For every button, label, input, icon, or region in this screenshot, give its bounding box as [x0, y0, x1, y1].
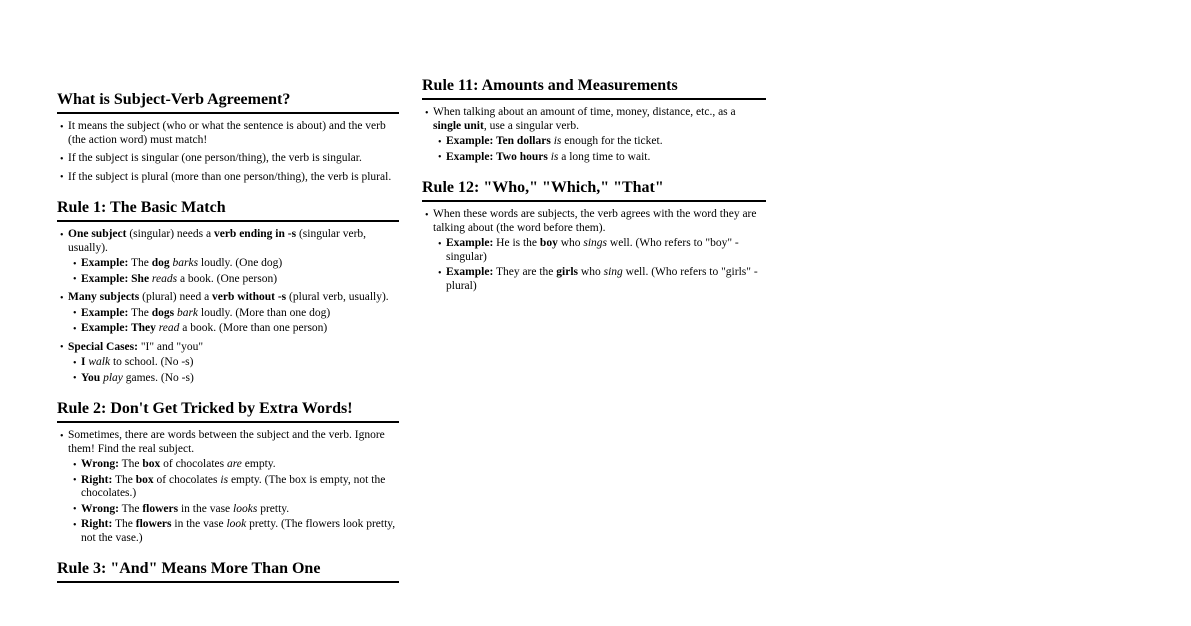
list-item	[68, 429, 399, 456]
list-item	[81, 257, 399, 271]
text-segment: enough for the ticket.	[561, 135, 663, 147]
text-segment: The	[112, 473, 136, 486]
text-segment: dogs	[151, 306, 175, 319]
text-segment: of chocolates	[160, 458, 227, 470]
text-segment: Wrong:	[81, 458, 119, 470]
column-left	[57, 90, 399, 589]
text-segment: flowers	[135, 518, 172, 530]
text-segment: When talking about an amount of time, money, distance, etc., as a	[433, 106, 736, 118]
list-item	[446, 266, 766, 293]
text-segment: well. (Who refers to "girls" - plural)	[446, 266, 758, 292]
section-heading: Rule 12: "Who," "Which," "That"	[422, 178, 766, 202]
text-segment: of chocolates	[153, 473, 221, 486]
text-segment: boy	[539, 237, 558, 249]
text-segment: The	[112, 518, 136, 530]
list-item	[68, 152, 399, 166]
text-segment: Example: Ten dollars	[446, 135, 551, 147]
text-segment: (plural verb, usually).	[286, 291, 389, 303]
text-segment: box	[135, 473, 154, 486]
list-item	[68, 120, 399, 147]
list-item	[81, 458, 399, 472]
text-segment: "I" and "you"	[137, 340, 204, 353]
text-segment: (singular verb, usually).	[68, 228, 367, 254]
section-heading: What is Subject-Verb Agreement?	[57, 90, 399, 114]
text-segment: loudly. (One dog)	[198, 257, 283, 269]
list-item	[446, 237, 766, 264]
text-segment: to school. (No -s)	[110, 356, 194, 368]
text-segment: bark	[176, 306, 199, 319]
text-segment: The	[118, 502, 143, 515]
text-segment: verb without -s	[212, 291, 287, 303]
list-item	[81, 307, 399, 321]
text-segment: Special Cases:	[68, 340, 138, 353]
text-segment: are	[227, 458, 242, 470]
text-segment: look	[226, 518, 247, 530]
list-item	[446, 135, 766, 149]
text-segment: verb ending in -s	[213, 228, 297, 240]
text-segment: a book. (One person)	[177, 272, 278, 285]
list-item	[68, 228, 399, 255]
list-item	[446, 151, 766, 165]
section-heading: Rule 2: Don't Get Tricked by Extra Words!	[57, 399, 399, 423]
text-segment: Right:	[81, 518, 113, 530]
section-heading: Rule 11: Amounts and Measurements	[422, 76, 766, 100]
text-segment: who	[557, 237, 584, 249]
text-segment: in the vase	[178, 502, 234, 515]
text-segment: I	[81, 356, 86, 368]
text-segment: You	[81, 371, 101, 384]
text-segment: flowers	[142, 502, 179, 515]
text-segment: The	[118, 458, 143, 470]
text-segment: He is the	[493, 237, 540, 249]
text-segment: Example: Two hours	[446, 150, 548, 163]
text-segment: loudly. (More than one dog)	[198, 306, 331, 319]
text-segment: Sometimes, there are words between the subject and the verb. Ignore them! Find the real subject.	[68, 429, 385, 455]
text-segment: a long time to wait.	[558, 150, 651, 163]
text-segment: reads	[151, 272, 178, 285]
section-heading: Rule 3: "And" Means More Than One	[57, 559, 399, 583]
text-segment: looks	[233, 502, 258, 515]
text-segment: box	[142, 458, 161, 470]
text-segment: in the vase	[171, 518, 227, 530]
column-right	[422, 76, 766, 293]
text-segment: If the subject is singular (one person/thing), the verb is singular.	[68, 152, 362, 164]
text-segment: Wrong:	[81, 502, 119, 515]
list-item	[81, 503, 399, 517]
text-segment: Example: She	[81, 272, 150, 285]
text-segment: games. (No -s)	[122, 371, 194, 384]
text-segment: They are the	[493, 266, 557, 278]
text-segment: The	[128, 257, 152, 269]
list-item	[81, 372, 399, 386]
text-segment: empty. (The box is empty, not the chocolates.)	[81, 473, 386, 499]
text-segment: sing	[603, 266, 623, 278]
list-item	[68, 171, 399, 185]
text-segment: Many subjects	[68, 291, 140, 303]
text-segment: Right:	[81, 473, 113, 486]
list-item	[81, 273, 399, 287]
text-segment: is	[550, 150, 559, 163]
text-segment: Example:	[446, 237, 494, 249]
list-item	[68, 341, 399, 355]
text-segment: It means the subject (who or what the sentence is about) and the verb (the action word) must match!	[68, 120, 386, 146]
text-segment: pretty.	[257, 502, 290, 515]
text-segment: empty.	[241, 458, 276, 470]
list-item	[433, 208, 766, 235]
text-segment: read	[158, 322, 180, 334]
text-segment: a book. (More than one person)	[179, 322, 328, 334]
text-segment: walk	[88, 356, 111, 368]
text-segment: play	[103, 371, 123, 384]
text-segment: The	[128, 306, 152, 319]
list-item	[81, 356, 399, 370]
text-segment: pretty. (The flowers look pretty, not the vase.)	[81, 518, 396, 544]
text-segment: , use a singular verb.	[483, 119, 579, 132]
text-segment: Example:	[446, 266, 494, 278]
text-segment: single unit	[433, 119, 484, 132]
text-segment: Example:	[81, 257, 129, 269]
section-heading: Rule 1: The Basic Match	[57, 198, 399, 222]
text-segment: sings	[583, 237, 608, 249]
list-item	[81, 518, 399, 545]
text-segment: Example:	[81, 306, 129, 319]
text-segment: If the subject is plural (more than one person/thing), the verb is plural.	[68, 170, 392, 183]
text-segment: dog	[151, 257, 170, 269]
text-segment: is	[220, 473, 229, 486]
text-segment: is	[553, 135, 562, 147]
list-item	[68, 291, 399, 305]
text-segment: (singular) needs a	[126, 228, 214, 240]
text-segment: When these words are subjects, the verb agrees with the word they are talking about (the word before them).	[433, 208, 757, 234]
text-segment: well. (Who refers to "boy" - singular)	[446, 237, 739, 263]
text-segment: Example: They	[81, 322, 156, 334]
list-item	[81, 474, 399, 501]
list-item	[81, 322, 399, 336]
text-segment: One subject	[68, 228, 127, 240]
text-segment: barks	[172, 257, 199, 269]
text-segment: girls	[556, 266, 579, 278]
text-segment: (plural) need a	[139, 291, 213, 303]
list-item	[433, 106, 766, 133]
text-segment: who	[578, 266, 604, 278]
